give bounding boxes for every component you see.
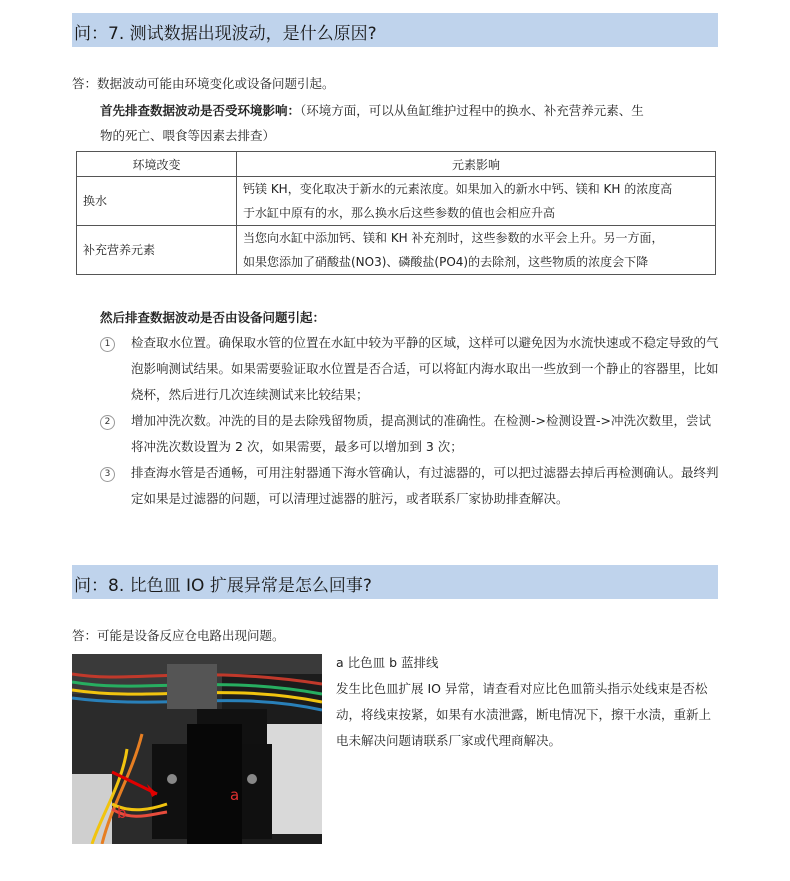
- answer-7-text: 答：数据波动可能由环境变化或设备问题引起。: [72, 76, 335, 91]
- env-check-note-cont: 物的死亡、喂食等因素去排查）: [100, 128, 276, 143]
- table-cell-effect-line: 钙镁 KH，变化取决于新水的元素浓度。如果加入的新水中钙、镁和 KH 的浓度高: [243, 182, 673, 196]
- question-7-title: 问：7. 测试数据出现波动，是什么原因?: [74, 24, 377, 44]
- photo-label-b: b: [117, 804, 127, 822]
- io-error-description: 发生比色皿扩展 IO 异常，请查看对应比色皿箭头指示处线束是否松动，将线束按紧，如果有水渍泄露，断电情况下，擦干水渍，重新上电未解决问题请联系厂家或代理商解决。: [336, 681, 712, 748]
- env-check-heading: 首先排查数据波动是否受环境影响：: [100, 103, 301, 118]
- table-header-change: 环境改变: [77, 152, 237, 177]
- table-header-row: [77, 152, 716, 177]
- list-item: 增加冲洗次数。冲洗的目的是去除残留物质，提高测试的准确性。在检测->检测设置->冲洗次数里，尝试将冲洗次数设置为 2 次，如果需要，最多可以增加到 3 次；: [131, 413, 711, 454]
- list-number: 3: [100, 467, 115, 482]
- table-cell-effect-line: 于水缸中原有的水，那么换水后这些参数的值也会相应升高: [243, 206, 556, 220]
- table-row: [77, 177, 716, 226]
- table-header-effect: 元素影响: [237, 152, 716, 177]
- table-cell-effect-line: 当您向水缸中添加钙、镁和 KH 补充剂时，这些参数的水平会上升。另一方面，: [243, 231, 664, 245]
- question-8-title: 问：8. 比色皿 IO 扩展异常是怎么回事?: [74, 576, 372, 596]
- device-photo-illustration: [72, 654, 322, 844]
- table-cell-effect: [237, 226, 716, 275]
- env-check-line: [100, 99, 644, 123]
- table-cell-effect: [237, 177, 716, 226]
- device-check-heading: 然后排查数据波动是否由设备问题引起：: [100, 310, 326, 325]
- list-number: 2: [100, 415, 115, 430]
- photo-label-a: a: [230, 786, 240, 804]
- table-cell-change: 换水: [77, 177, 237, 226]
- table-cell-change: 补充营养元素: [77, 226, 237, 275]
- question-8-banner: [72, 565, 718, 599]
- table-cell-effect-line: 如果您添加了硝酸盐(NO3)、磷酸盐(PO4)的去除剂，这些物质的浓度会下降: [243, 255, 649, 269]
- list-item: 检查取水位置。确保取水管的位置在水缸中较为平静的区域，这样可以避免因为水流快速或不稳定导致的气泡影响测试结果。如果需要验证取水位置是否合适，可以将缸内海水取出一些放到一个静止的容器里，比如烧杯，然后进行几次连续测试来比较结果；: [131, 335, 719, 402]
- photo-legend: a 比色皿 b 蓝排线: [336, 655, 439, 670]
- environment-table: [76, 151, 716, 275]
- table-row: [77, 226, 716, 275]
- question-7-banner: [72, 13, 718, 47]
- list-item: 排查海水管是否通畅，可用注射器通下海水管确认，有过滤器的，可以把过滤器去掉后再检测确认。最终判定如果是过滤器的问题，可以清理过滤器的脏污，或者联系厂家协助排查解决。: [131, 465, 719, 506]
- env-check-note: （环境方面，可以从鱼缸维护过程中的换水、补充营养元素、生: [300, 103, 644, 118]
- device-photo: [72, 654, 322, 844]
- list-number: 1: [100, 337, 115, 352]
- answer-8-text: 答：可能是设备反应仓电路出现问题。: [72, 628, 285, 643]
